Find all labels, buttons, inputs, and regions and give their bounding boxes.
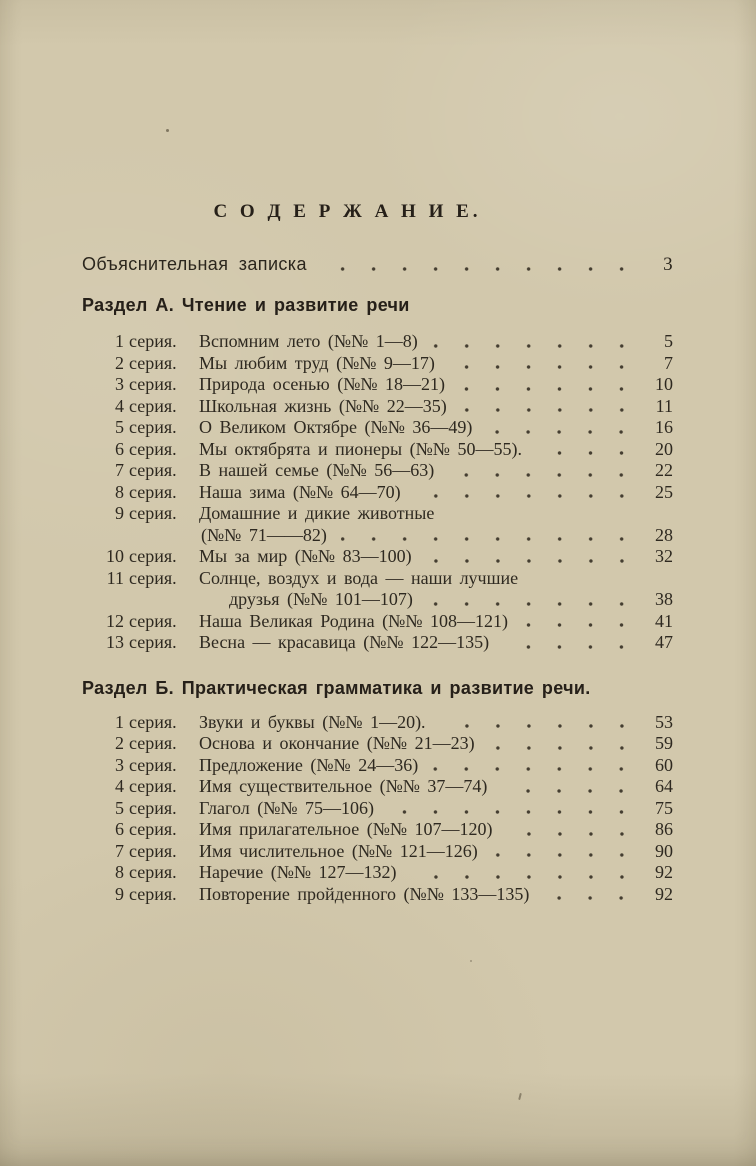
entry-number: 5 bbox=[115, 417, 124, 437]
entry-series-label: серия. bbox=[129, 395, 177, 416]
entry-line1 bbox=[199, 460, 673, 482]
entry-number: 3 bbox=[115, 374, 124, 394]
entry-series-label: серия. bbox=[129, 352, 177, 373]
entry-series-label: серия. bbox=[129, 610, 177, 631]
entry-title: Наша зима (№№ 64—70) bbox=[199, 481, 401, 502]
entry-line1 bbox=[199, 862, 673, 884]
toc-entry bbox=[100, 611, 673, 633]
entry-body bbox=[199, 417, 673, 439]
entry-line1 bbox=[199, 546, 673, 568]
entry-body bbox=[199, 568, 673, 611]
entry-line1 bbox=[199, 374, 673, 396]
dot-leader bbox=[461, 407, 637, 413]
entry-page-number: 10 bbox=[655, 374, 673, 394]
toc-entry bbox=[100, 712, 673, 734]
entry-number: 6 bbox=[115, 438, 124, 459]
entry-number: 11 bbox=[106, 567, 124, 588]
paper-speck bbox=[470, 960, 472, 962]
entry-series-label: серия. bbox=[129, 797, 177, 818]
toc-entry bbox=[100, 417, 673, 439]
dot-leader bbox=[492, 852, 637, 858]
entry-number: 4 bbox=[115, 776, 124, 796]
entry-line1 bbox=[199, 712, 673, 734]
toc-entry bbox=[100, 733, 673, 755]
entry-number: 13 bbox=[106, 632, 124, 652]
dot-leader bbox=[415, 493, 637, 499]
toc-entry bbox=[100, 862, 673, 884]
entry-title: Домашние и дикие животные bbox=[199, 503, 435, 523]
entry-line1 bbox=[199, 776, 673, 798]
entry-line1 bbox=[199, 396, 673, 418]
dot-leader bbox=[432, 766, 637, 772]
entry-series-label: серия. bbox=[129, 438, 177, 459]
toc-entry bbox=[100, 482, 673, 504]
entry-list bbox=[82, 712, 673, 906]
entry-page-number: 20 bbox=[655, 438, 673, 459]
entry-page-number: 22 bbox=[655, 460, 673, 480]
entry-series-label: серия. bbox=[129, 776, 177, 796]
entry-page-number: 7 bbox=[664, 352, 673, 373]
toc-entry bbox=[100, 353, 673, 375]
dot-leader bbox=[448, 472, 637, 478]
entry-body bbox=[199, 733, 673, 755]
dot-leader bbox=[486, 429, 637, 435]
entry-body bbox=[199, 482, 673, 504]
entry-number: 9 bbox=[115, 503, 124, 523]
entry-number: 5 bbox=[115, 797, 124, 818]
toc-entry bbox=[100, 632, 673, 654]
dot-leader bbox=[427, 601, 637, 607]
paper-speck bbox=[166, 129, 169, 132]
entry-title: Повторение пройденного (№№ 133—135) bbox=[199, 883, 530, 904]
toc-entry bbox=[100, 798, 673, 820]
entry-line1 bbox=[199, 733, 673, 755]
entry-title2: друзья (№№ 101—107) bbox=[229, 589, 413, 609]
entry-body bbox=[199, 819, 673, 841]
entry-series-label: серия. bbox=[129, 481, 177, 502]
entry-page-number: 92 bbox=[655, 883, 673, 904]
entry-page-number: 92 bbox=[655, 862, 673, 882]
entry-line1 bbox=[199, 331, 673, 353]
entry-page-number2: 38 bbox=[655, 589, 673, 609]
entry-page-number: 75 bbox=[655, 797, 673, 818]
intro-page-number: 3 bbox=[663, 254, 673, 275]
entry-number: 3 bbox=[115, 754, 124, 775]
entry-body bbox=[199, 439, 673, 461]
entry-number: 1 bbox=[115, 331, 124, 351]
entry-page-number: 47 bbox=[655, 632, 673, 652]
entry-page-number: 90 bbox=[655, 840, 673, 861]
entry-title: Глагол (№№ 75—106) bbox=[199, 797, 375, 818]
dot-leader bbox=[411, 874, 637, 880]
entry-title: Весна — красавица (№№ 122—135) bbox=[199, 632, 490, 652]
dot-leader bbox=[543, 895, 637, 901]
entry-body bbox=[199, 884, 673, 906]
entry-number: 10 bbox=[106, 546, 124, 566]
entry-line1 bbox=[199, 632, 673, 654]
entry-number: 2 bbox=[115, 733, 124, 753]
entry-title: Школьная жизнь (№№ 22—35) bbox=[199, 395, 447, 416]
sections bbox=[82, 294, 673, 905]
entry-title: Мы за мир (№№ 83—100) bbox=[199, 546, 412, 566]
entry-body bbox=[199, 503, 673, 546]
entry-body bbox=[199, 862, 673, 884]
toc-entry bbox=[100, 503, 673, 546]
entry-number: 1 bbox=[115, 711, 124, 732]
entry-title: Наша Великая Родина (№№ 108—121) bbox=[199, 610, 508, 631]
entry-body bbox=[199, 841, 673, 863]
entry-title: Мы любим труд (№№ 9—17) bbox=[199, 352, 435, 373]
entry-line2 bbox=[199, 589, 673, 611]
entry-title: Предложение (№№ 24—36) bbox=[199, 754, 419, 775]
entry-series-label: серия. bbox=[129, 862, 177, 882]
entry-body bbox=[199, 798, 673, 820]
entry-page-number: 53 bbox=[655, 711, 673, 732]
entry-line1 bbox=[199, 884, 673, 906]
entry-series-label: серия. bbox=[129, 733, 177, 753]
entry-title: Вспомним лето (№№ 1—8) bbox=[199, 331, 418, 351]
entry-series-label: серия. bbox=[129, 754, 177, 775]
entry-body bbox=[199, 632, 673, 654]
entry-title2: (№№ 71——82) bbox=[201, 524, 327, 545]
toc-entry bbox=[100, 755, 673, 777]
entry-number: 9 bbox=[115, 883, 124, 904]
entry-number: 4 bbox=[115, 395, 124, 416]
entry-series-label: серия. bbox=[129, 711, 177, 732]
dot-leader bbox=[459, 386, 637, 392]
entry-series-label: серия. bbox=[129, 546, 177, 566]
entry-body bbox=[199, 396, 673, 418]
entry-body bbox=[199, 374, 673, 396]
entry-line1 bbox=[199, 755, 673, 777]
entry-body bbox=[199, 546, 673, 568]
dot-leader bbox=[426, 558, 637, 564]
dot-leader bbox=[321, 266, 637, 272]
entry-series-label: серия. bbox=[129, 819, 177, 839]
entry-number: 8 bbox=[115, 481, 124, 502]
entry-page-number: 64 bbox=[655, 776, 673, 796]
dot-leader bbox=[507, 831, 637, 837]
dot-leader bbox=[432, 343, 637, 349]
entry-line1 bbox=[199, 482, 673, 504]
intro-label: Объяснительная записка bbox=[82, 254, 307, 274]
section-heading: Раздел Б. Практическая грамматика и развитие речи. bbox=[82, 677, 591, 698]
entry-title: В нашей семье (№№ 56—63) bbox=[199, 460, 435, 480]
entry-page-number: 86 bbox=[655, 819, 673, 839]
toc-entry bbox=[100, 331, 673, 353]
entry-body bbox=[199, 755, 673, 777]
entry-series-label: серия. bbox=[129, 417, 177, 437]
dot-leader bbox=[503, 644, 637, 650]
entry-number: 8 bbox=[115, 862, 124, 882]
entry-line1 bbox=[199, 798, 673, 820]
entry-title: Мы октябрята и пионеры (№№ 50—55). bbox=[199, 438, 522, 459]
entry-line1 bbox=[199, 439, 673, 461]
dot-leader bbox=[536, 450, 637, 456]
entry-line1 bbox=[199, 568, 673, 590]
entry-page-number: 32 bbox=[655, 546, 673, 566]
toc-entry bbox=[100, 841, 673, 863]
entry-line2 bbox=[199, 525, 673, 547]
entry-title: Имя числительное (№№ 121—126) bbox=[199, 840, 478, 861]
entry-page-number2: 28 bbox=[655, 524, 673, 545]
toc-section bbox=[82, 294, 673, 654]
entry-line1 bbox=[199, 841, 673, 863]
entry-series-label: серия. bbox=[129, 331, 177, 351]
entry-body bbox=[199, 331, 673, 353]
dot-leader bbox=[522, 622, 637, 628]
entry-body bbox=[199, 353, 673, 375]
entry-number: 6 bbox=[115, 819, 124, 839]
entry-page-number: 16 bbox=[655, 417, 673, 437]
entry-number: 7 bbox=[115, 460, 124, 480]
entry-title: О Великом Октябре (№№ 36—49) bbox=[199, 417, 473, 437]
entry-page-number: 41 bbox=[655, 610, 673, 631]
entry-title: Имя прилагательное (№№ 107—120) bbox=[199, 819, 493, 839]
page-title: С О Д Е Р Ж А Н И Е. bbox=[213, 201, 482, 222]
entry-series-label: серия. bbox=[129, 883, 177, 904]
entry-series-label: серия. bbox=[129, 567, 177, 588]
toc-entry bbox=[100, 460, 673, 482]
toc-entry bbox=[100, 439, 673, 461]
toc-section bbox=[82, 677, 673, 906]
toc-entry bbox=[100, 396, 673, 418]
dot-leader bbox=[489, 745, 637, 751]
entry-page-number: 60 bbox=[655, 754, 673, 775]
entry-series-label: серия. bbox=[129, 840, 177, 861]
entry-title: Имя существительное (№№ 37—74) bbox=[199, 776, 488, 796]
entry-series-label: серия. bbox=[129, 460, 177, 480]
toc-entry bbox=[100, 546, 673, 568]
entry-series-label: серия. bbox=[129, 503, 177, 523]
paper-speck bbox=[518, 1093, 522, 1100]
entry-line1 bbox=[199, 611, 673, 633]
entry-line1 bbox=[199, 819, 673, 841]
dot-leader bbox=[388, 809, 637, 815]
toc-entry bbox=[100, 819, 673, 841]
entry-body bbox=[199, 712, 673, 734]
toc-entry bbox=[100, 568, 673, 611]
dot-leader bbox=[341, 536, 637, 542]
section-heading: Раздел А. Чтение и развитие речи bbox=[82, 295, 410, 315]
entry-body bbox=[199, 611, 673, 633]
entry-line1 bbox=[199, 503, 673, 525]
entry-page-number: 25 bbox=[655, 481, 673, 502]
intro-entry bbox=[82, 253, 673, 276]
entry-number: 2 bbox=[115, 352, 124, 373]
entry-page-number: 11 bbox=[655, 395, 673, 416]
entry-title: Основа и окончание (№№ 21—23) bbox=[199, 733, 475, 753]
entry-number: 7 bbox=[115, 840, 124, 861]
entry-series-label: серия. bbox=[129, 374, 177, 394]
entry-page-number: 59 bbox=[655, 733, 673, 753]
entry-title: Солнце, воздух и вода — наши лучшие bbox=[199, 567, 519, 588]
entry-title: Звуки и буквы (№№ 1—20). bbox=[199, 711, 426, 732]
entry-series-label: серия. bbox=[129, 632, 177, 652]
entry-list bbox=[82, 331, 673, 654]
entry-page-number: 5 bbox=[664, 331, 673, 351]
toc-entry bbox=[100, 776, 673, 798]
entry-line1 bbox=[199, 417, 673, 439]
dot-leader bbox=[449, 364, 637, 370]
dot-leader bbox=[501, 788, 637, 794]
entry-title: Наречие (№№ 127—132) bbox=[199, 862, 397, 882]
dot-leader bbox=[440, 723, 637, 729]
entry-title: Природа осенью (№№ 18—21) bbox=[199, 374, 446, 394]
toc-entry bbox=[100, 374, 673, 396]
entry-line1 bbox=[199, 353, 673, 375]
entry-body bbox=[199, 776, 673, 798]
entry-number: 12 bbox=[106, 610, 124, 631]
entry-body bbox=[199, 460, 673, 482]
toc-entry bbox=[100, 884, 673, 906]
